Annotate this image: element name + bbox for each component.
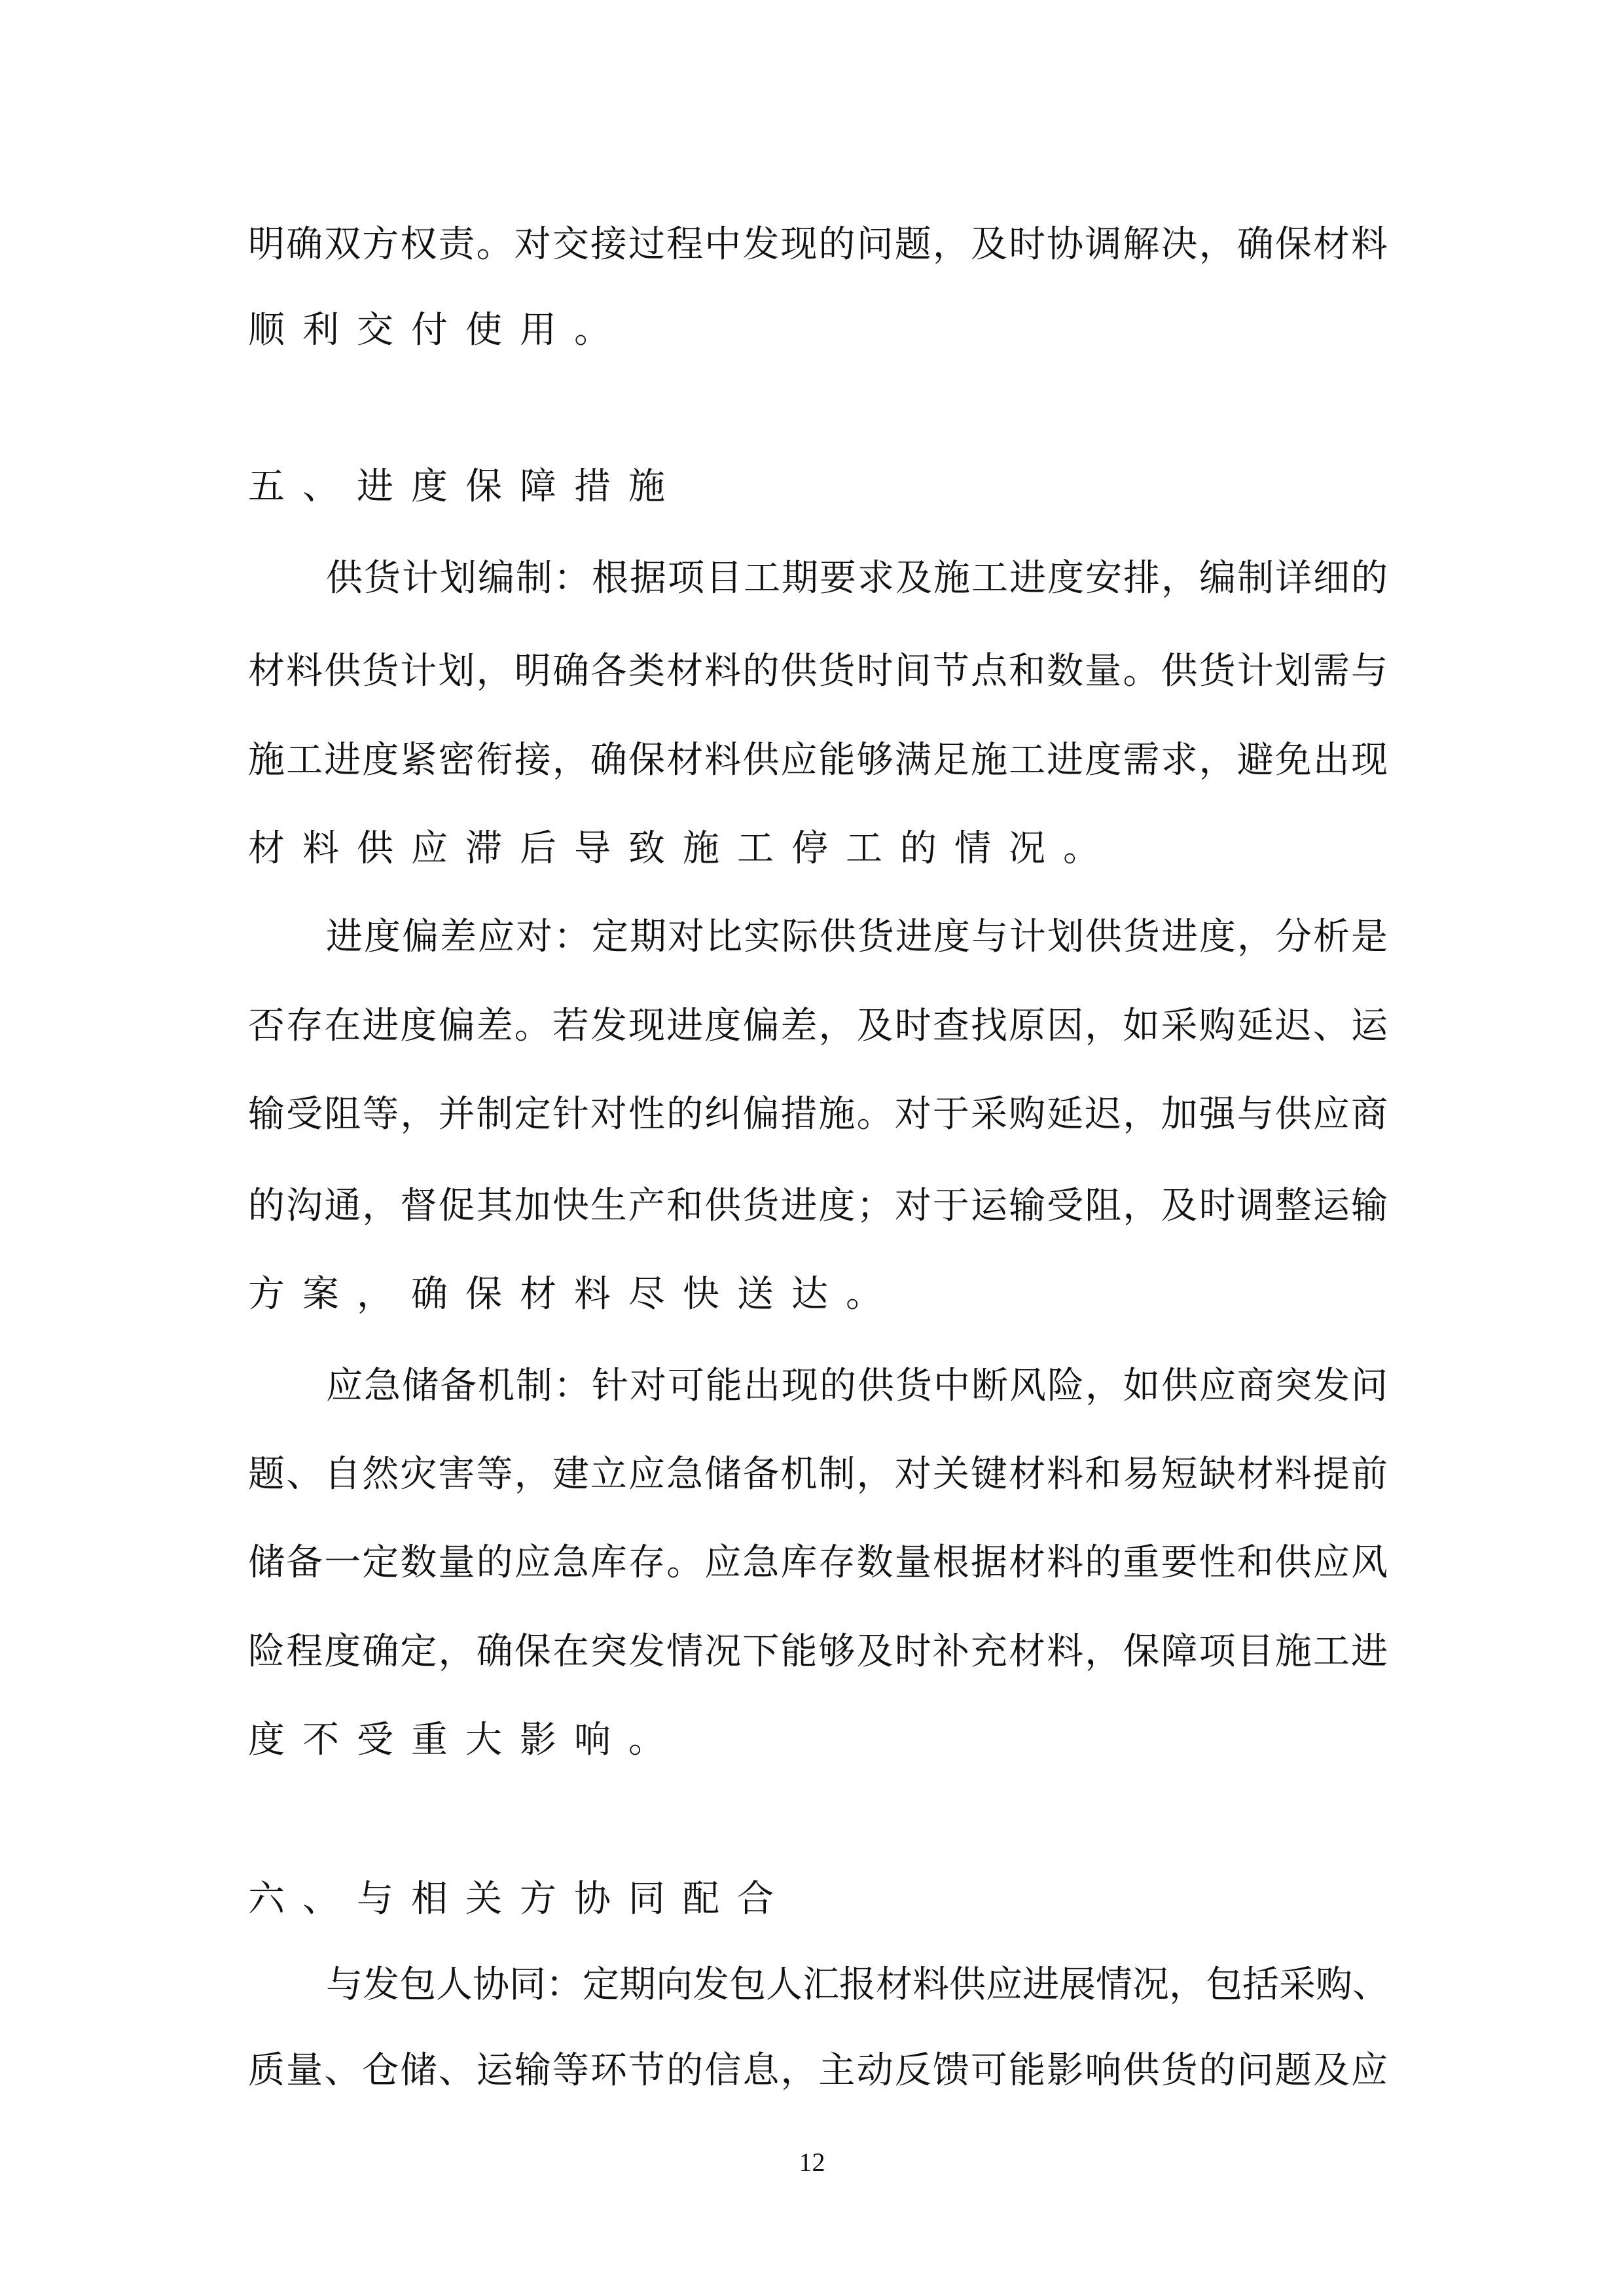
paragraph-first-line: 应急储备机制：针对可能出现的供货中断风险，如供应商突发问 xyxy=(326,1365,1388,1407)
body-text-line: 质量、仓储、运输等环节的信息，主动反馈可能影响供货的问题及应 xyxy=(248,2049,1388,2092)
body-text-line: 明确双方权责。对交接过程中发现的问题，及时协调解决，确保材料 xyxy=(248,223,1388,266)
body-text-line: 的沟通，督促其加快生产和供货进度；对于运输受阻，及时调整运输 xyxy=(248,1185,1388,1227)
body-text-line: 题、自然灾害等，建立应急储备机制，对关键材料和易短缺材料提前 xyxy=(248,1453,1388,1496)
body-text-line: 材料供货计划，明确各类材料的供货时间节点和数量。供货计划需与 xyxy=(248,650,1388,692)
paragraph-first-line: 进度偏差应对：定期对比实际供货进度与计划供货进度，分析是 xyxy=(326,916,1388,958)
body-text-line: 险程度确定，确保在突发情况下能够及时补充材料，保障项目施工进 xyxy=(248,1630,1388,1673)
paragraph-first-line: 与发包人协同：定期向发包人汇报材料供应进展情况，包括采购、 xyxy=(326,1964,1389,2006)
section-heading-5: 五、进度保障措施 xyxy=(248,465,683,508)
body-text-line: 储备一定数量的应急库存。应急库存数量根据材料的重要性和供应风 xyxy=(248,1541,1388,1584)
page-number: 12 xyxy=(799,2147,825,2177)
body-text-line: 否存在进度偏差。若发现进度偏差，及时查找原因，如采购延迟、运 xyxy=(248,1005,1388,1047)
body-text-line: 材料供应滞后导致施工停工的情况。 xyxy=(248,827,1117,870)
body-text-line: 输受阻等，并制定针对性的纠偏措施。对于采购延迟，加强与供应商 xyxy=(248,1093,1388,1136)
body-text-line: 顺利交付使用。 xyxy=(248,309,628,351)
body-text-line: 方案，确保材料尽快送达。 xyxy=(248,1273,900,1316)
body-text-line: 施工进度紧密衔接，确保材料供应能够满足施工进度需求，避免出现 xyxy=(248,739,1388,781)
section-heading-6: 六、与相关方协同配合 xyxy=(248,1878,791,1920)
body-text-line: 度不受重大影响。 xyxy=(248,1719,683,1761)
paragraph-first-line: 供货计划编制：根据项目工期要求及施工进度安排，编制详细的 xyxy=(326,557,1388,600)
